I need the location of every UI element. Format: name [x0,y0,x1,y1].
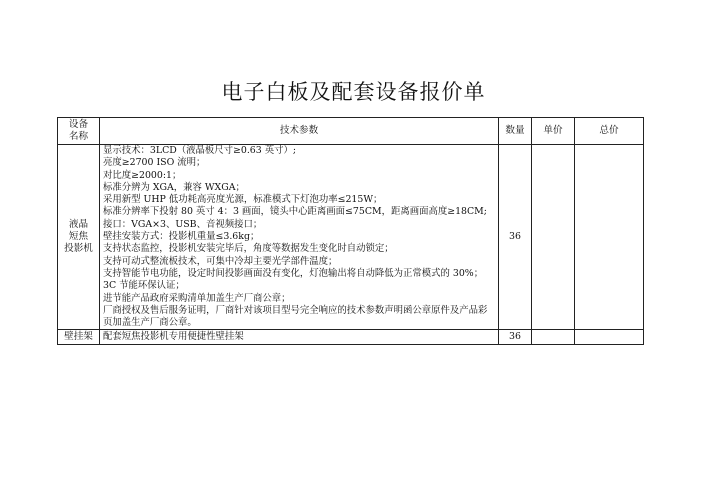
spec-line-status-monitor: 支持状态监控，投影机安装完毕后，角度等数据发生变化时自动锁定； [103,243,394,255]
header-equipment-name-line1: 设备 [68,119,89,130]
table-row-projector [58,145,644,330]
spec-line-cooling: 支持可动式整流板技术，可集中冷却主要光学部件温度； [103,255,338,267]
spec-line-interfaces: 接口：VGA×3、USB、音视频接口； [103,218,263,230]
header-unit-price: 单价 [532,118,575,145]
header-technical-specs: 技术参数 [100,118,499,145]
header-equipment-name-line2: 名称 [68,131,89,142]
wall-mount-unit-price [532,330,575,345]
spec-line-power-saving: 支持智能节电功能，设定时间投影画面没有变化，灯泡输出将自动降低为正常模式的 30%； [103,267,484,279]
projector-name-line: 短焦 [68,231,89,243]
wall-mount-total-price [575,330,644,345]
projector-spec-cell [100,145,499,330]
projector-name-cell [58,145,100,330]
spec-line-contrast: 对比度≥2000:1； [103,169,182,181]
projector-total-price [575,145,644,330]
projector-name-line: 液晶 [68,218,89,230]
wall-mount-name-cell: 壁挂架 [58,330,100,345]
projector-name-line: 投影机 [64,243,93,255]
table-header-row [58,118,644,145]
projector-unit-price [532,145,575,330]
spec-line-brightness: 亮度≥2700 ISO 流明； [103,157,206,169]
header-total-price: 总价 [575,118,644,145]
spec-line-light-source: 采用新型 UHP 低功耗高亮度光源，标准模式下灯泡功率≤215W； [103,194,383,206]
wall-mount-quantity: 36 [499,330,532,345]
wall-mount-spec-cell: 配套短焦投影机专用便捷性壁挂架 [100,330,499,345]
header-quantity: 数量 [499,118,532,145]
spec-line-mount-weight: 壁挂安装方式：投影机重量≤3.6kg； [103,231,260,243]
spec-line-resolution: 标准分辨为 XGA，兼容 WXGA； [103,181,245,193]
spec-line-procurement-list: 进节能产品政府采购清单加盖生产厂商公章； [103,292,291,304]
spec-line-display-tech: 显示技术：3LCD（液晶板尺寸≥0.63 英寸）; [103,145,296,156]
spec-line-authorization: 厂商授权及售后服务证明，厂商针对该项目型号完全响应的技术参数声明函公章原件及产品彩页加盖生产厂商公章。 [103,304,488,329]
table-row-wall-mount [58,330,644,345]
projector-quantity: 36 [499,145,532,330]
header-equipment-name [58,118,100,145]
quotation-table [57,117,644,345]
spec-line-3c-cert: 3C 节能环保认证； [103,280,185,292]
page-title: 电子白板及配套设备报价单 [221,80,486,104]
spec-line-projection-distance: 标准分辨率下投射 80 英寸 4：3 画面，镜头中心距离画面≤75CM，距离画面高度≥18CM; [103,206,487,218]
